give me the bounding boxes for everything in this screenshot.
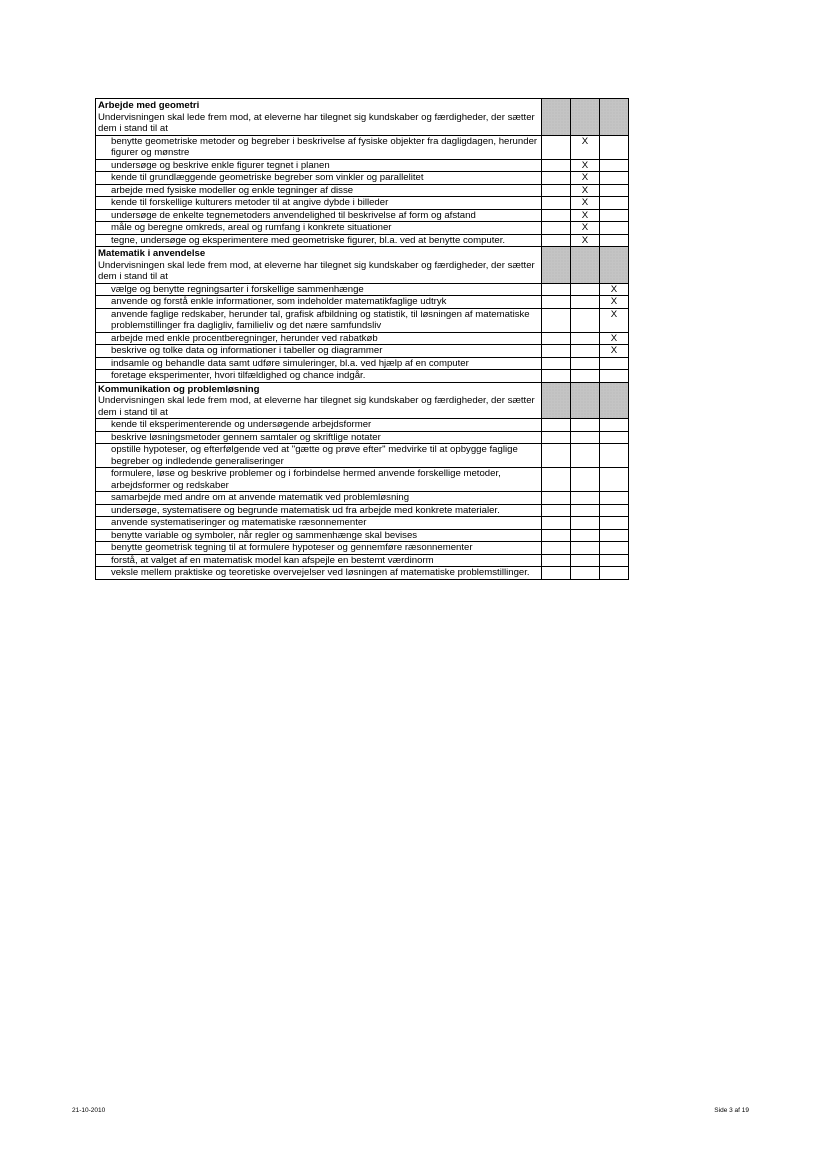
item-text: beskrive løsningsmetoder gennem samtaler og skriftlige notater: [96, 431, 542, 444]
mark-cell-2: X: [571, 222, 600, 235]
mark-cell-2: [571, 431, 600, 444]
item-text: benytte geometrisk tegning til at formulere hypoteser og gennemføre ræsonnementer: [96, 542, 542, 555]
mark-cell-3: [600, 222, 629, 235]
section-header-cell: [96, 99, 542, 136]
table-row: [96, 517, 629, 530]
mark-cell-3: X: [600, 308, 629, 332]
mark-cell-2: [571, 419, 600, 432]
mark-cell-1: [542, 209, 571, 222]
table-row: [96, 197, 629, 210]
mark-cell-2: [571, 504, 600, 517]
mark-cell-3: [600, 517, 629, 530]
shaded-header-cell: [571, 382, 600, 419]
mark-cell-2: [571, 529, 600, 542]
item-text: benytte geometriske metoder og begreber i beskrivelse af fysiske objekter fra dagligdagen, herunder figurer og mønstre: [96, 135, 542, 159]
mark-cell-3: [600, 172, 629, 185]
mark-cell-1: [542, 431, 571, 444]
mark-cell-2: [571, 370, 600, 383]
mark-cell-1: [542, 504, 571, 517]
table-row: [96, 332, 629, 345]
item-text: undersøge og beskrive enkle figurer tegnet i planen: [96, 159, 542, 172]
item-text: arbejde med fysiske modeller og enkle tegninger af disse: [96, 184, 542, 197]
item-text: kende til grundlæggende geometriske begreber som vinkler og parallelitet: [96, 172, 542, 185]
mark-cell-3: [600, 209, 629, 222]
mark-cell-2: [571, 517, 600, 530]
mark-cell-2: [571, 444, 600, 468]
table-row: [96, 370, 629, 383]
table-row: [96, 492, 629, 505]
mark-cell-3: [600, 184, 629, 197]
table-row: [96, 504, 629, 517]
table-row: [96, 283, 629, 296]
mark-cell-1: [542, 345, 571, 358]
table-row: [96, 431, 629, 444]
table-row: [96, 567, 629, 580]
mark-cell-1: [542, 419, 571, 432]
section-title: Matematik i anvendelse: [98, 248, 206, 259]
mark-cell-3: [600, 444, 629, 468]
mark-cell-3: [600, 468, 629, 492]
section-header-row: [96, 99, 629, 136]
mark-cell-3: [600, 431, 629, 444]
mark-cell-1: [542, 172, 571, 185]
mark-cell-1: [542, 444, 571, 468]
mark-cell-1: [542, 135, 571, 159]
item-text: formulere, løse og beskrive problemer og i forbindelse hermed anvende forskellige metoder, arbejdsformer og redskaber: [96, 468, 542, 492]
section-header-cell: [96, 247, 542, 284]
mark-cell-3: [600, 554, 629, 567]
mark-cell-1: [542, 283, 571, 296]
item-text: veksle mellem praktiske og teoretiske overvejelser ved løsningen af matematiske problemstillinger.: [96, 567, 542, 580]
table-row: [96, 444, 629, 468]
mark-cell-2: [571, 296, 600, 309]
mark-cell-2: X: [571, 234, 600, 247]
mark-cell-3: X: [600, 345, 629, 358]
shaded-header-cell: [600, 382, 629, 419]
mark-cell-1: [542, 159, 571, 172]
table-row: [96, 308, 629, 332]
mark-cell-3: [600, 529, 629, 542]
table-row: [96, 209, 629, 222]
mark-cell-1: [542, 567, 571, 580]
table-row: [96, 296, 629, 309]
mark-cell-2: X: [571, 135, 600, 159]
mark-cell-1: [542, 234, 571, 247]
mark-cell-3: X: [600, 283, 629, 296]
shaded-header-cell: [542, 99, 571, 136]
section-header-row: [96, 247, 629, 284]
mark-cell-3: X: [600, 332, 629, 345]
curriculum-table: [95, 98, 629, 580]
item-text: benytte variable og symboler, når regler og sammenhænge skal bevises: [96, 529, 542, 542]
mark-cell-2: [571, 567, 600, 580]
mark-cell-2: X: [571, 209, 600, 222]
section-header-cell: [96, 382, 542, 419]
mark-cell-3: [600, 197, 629, 210]
section-description: Undervisningen skal lede frem mod, at eleverne har tilegnet sig kundskaber og færdigheder, der sætter dem i stand til at: [98, 259, 535, 282]
mark-cell-2: [571, 554, 600, 567]
item-text: samarbejde med andre om at anvende matematik ved problemløsning: [96, 492, 542, 505]
table-row: [96, 529, 629, 542]
table-row: [96, 345, 629, 358]
section-description: Undervisningen skal lede frem mod, at eleverne har tilegnet sig kundskaber og færdigheder, der sætter dem i stand til at: [98, 395, 535, 418]
section-title: Arbejde med geometri: [98, 100, 200, 111]
mark-cell-2: [571, 492, 600, 505]
mark-cell-3: [600, 567, 629, 580]
mark-cell-2: X: [571, 172, 600, 185]
item-text: tegne, undersøge og eksperimentere med geometriske figurer, bl.a. ved at benytte computer.: [96, 234, 542, 247]
section-header-row: [96, 382, 629, 419]
shaded-header-cell: [600, 247, 629, 284]
mark-cell-1: [542, 222, 571, 235]
mark-cell-3: X: [600, 296, 629, 309]
mark-cell-1: [542, 517, 571, 530]
item-text: kende til forskellige kulturers metoder til at angive dybde i billeder: [96, 197, 542, 210]
mark-cell-1: [542, 296, 571, 309]
mark-cell-1: [542, 332, 571, 345]
mark-cell-1: [542, 357, 571, 370]
mark-cell-1: [542, 542, 571, 555]
table-row: [96, 357, 629, 370]
mark-cell-1: [542, 554, 571, 567]
shaded-header-cell: [600, 99, 629, 136]
mark-cell-2: [571, 332, 600, 345]
mark-cell-1: [542, 468, 571, 492]
item-text: anvende faglige redskaber, herunder tal, grafisk afbildning og statistik, til løsningen af matematiske problemstillinger fra dagligliv, familieliv og det nære samfundsliv: [96, 308, 542, 332]
mark-cell-2: [571, 357, 600, 370]
footer-date: 21-10-2010: [72, 1107, 106, 1114]
table-row: [96, 184, 629, 197]
item-text: arbejde med enkle procentberegninger, herunder ved rabatkøb: [96, 332, 542, 345]
item-text: anvende systematiseringer og matematiske ræsonnementer: [96, 517, 542, 530]
mark-cell-3: [600, 135, 629, 159]
item-text: undersøge, systematisere og begrunde matematisk ud fra arbejde med konkrete materialer.: [96, 504, 542, 517]
mark-cell-2: [571, 468, 600, 492]
table-row: [96, 135, 629, 159]
section-description: Undervisningen skal lede frem mod, at eleverne har tilegnet sig kundskaber og færdigheder, der sætter dem i stand til at: [98, 111, 535, 134]
footer-page-number: Side 3 af 19: [714, 1107, 749, 1114]
mark-cell-1: [542, 197, 571, 210]
table-row: [96, 234, 629, 247]
mark-cell-2: [571, 283, 600, 296]
item-text: vælge og benytte regningsarter i forskellige sammenhænge: [96, 283, 542, 296]
mark-cell-2: [571, 542, 600, 555]
item-text: opstille hypoteser, og efterfølgende ved at "gætte og prøve efter" medvirke til at opbygge faglige begreber og indledende generaliseringer: [96, 444, 542, 468]
item-text: kende til eksperimenterende og undersøgende arbejdsformer: [96, 419, 542, 432]
table-row: [96, 222, 629, 235]
item-text: indsamle og behandle data samt udføre simuleringer, bl.a. ved hjælp af en computer: [96, 357, 542, 370]
item-text: forstå, at valget af en matematisk model kan afspejle en bestemt værdinorm: [96, 554, 542, 567]
mark-cell-3: [600, 159, 629, 172]
item-text: undersøge de enkelte tegnemetoders anvendelighed til beskrivelse af form og afstand: [96, 209, 542, 222]
shaded-header-cell: [542, 382, 571, 419]
mark-cell-1: [542, 308, 571, 332]
table-row: [96, 159, 629, 172]
mark-cell-1: [542, 184, 571, 197]
mark-cell-3: [600, 234, 629, 247]
shaded-header-cell: [542, 247, 571, 284]
item-text: foretage eksperimenter, hvori tilfældighed og chance indgår.: [96, 370, 542, 383]
mark-cell-3: [600, 357, 629, 370]
item-text: anvende og forstå enkle informationer, som indeholder matematikfaglige udtryk: [96, 296, 542, 309]
shaded-header-cell: [571, 99, 600, 136]
table-row: [96, 172, 629, 185]
mark-cell-3: [600, 492, 629, 505]
table-row: [96, 419, 629, 432]
mark-cell-1: [542, 370, 571, 383]
mark-cell-3: [600, 419, 629, 432]
shaded-header-cell: [571, 247, 600, 284]
mark-cell-1: [542, 529, 571, 542]
mark-cell-3: [600, 542, 629, 555]
mark-cell-2: X: [571, 159, 600, 172]
table-row: [96, 468, 629, 492]
mark-cell-2: [571, 308, 600, 332]
mark-cell-2: [571, 345, 600, 358]
mark-cell-2: X: [571, 184, 600, 197]
section-title: Kommunikation og problemløsning: [98, 383, 260, 395]
table-row: [96, 554, 629, 567]
mark-cell-3: [600, 504, 629, 517]
table-row: [96, 542, 629, 555]
mark-cell-1: [542, 492, 571, 505]
item-text: måle og beregne omkreds, areal og rumfang i konkrete situationer: [96, 222, 542, 235]
item-text: beskrive og tolke data og informationer i tabeller og diagrammer: [96, 345, 542, 358]
mark-cell-3: [600, 370, 629, 383]
mark-cell-2: X: [571, 197, 600, 210]
